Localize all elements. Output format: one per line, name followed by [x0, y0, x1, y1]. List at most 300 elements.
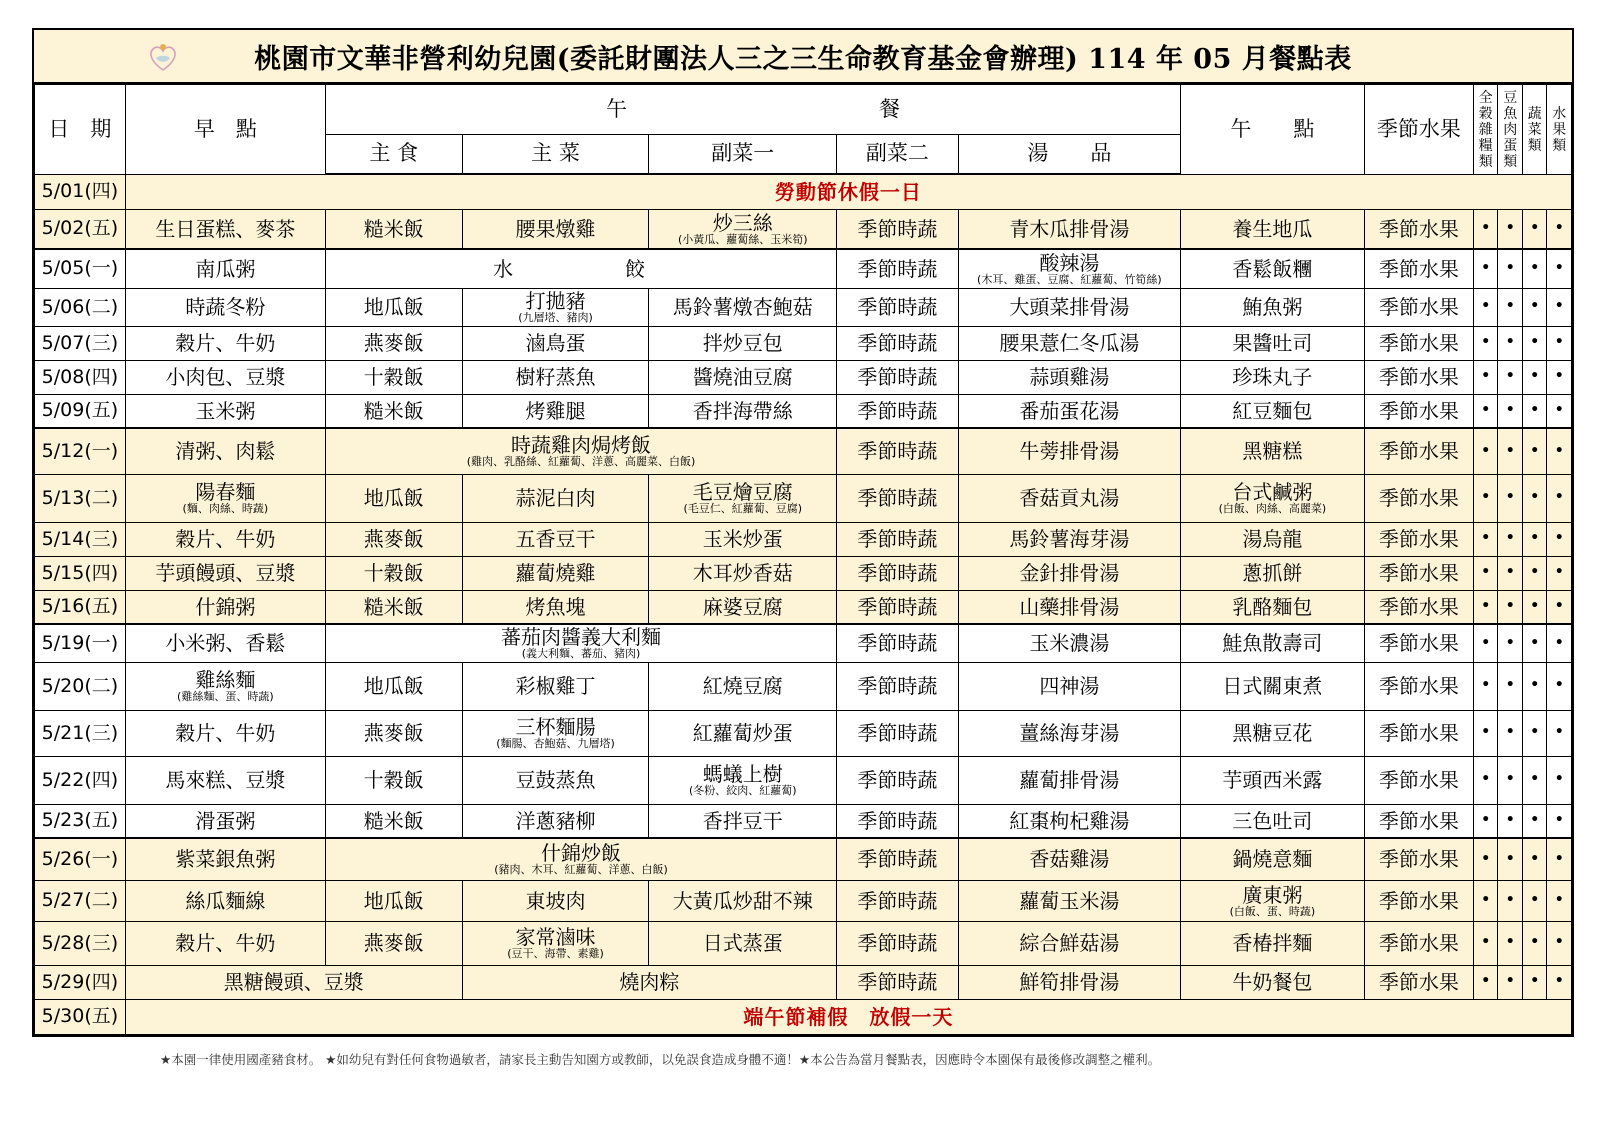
snack-cell — [1181, 209, 1365, 249]
main-dish-cell — [462, 662, 649, 710]
date-cell-text: 5/26(一) — [41, 847, 119, 870]
breakfast-cell — [125, 474, 325, 522]
snack-cell — [1181, 880, 1365, 921]
date-cell-text: 5/15(四) — [41, 561, 119, 584]
category-dot-protein: • — [1498, 326, 1522, 360]
category-dot-protein: • — [1498, 921, 1522, 965]
category-dot-grains: • — [1473, 624, 1497, 662]
snack-cell — [1181, 662, 1365, 710]
side-dish-1-cell — [649, 921, 837, 965]
date-cell — [35, 999, 126, 1034]
main-dish-cell-text: 三杯麵腸 — [515, 715, 596, 739]
holiday-notice-text: 勞動節休假一日 — [774, 179, 922, 204]
table-row — [35, 556, 1572, 590]
date-cell-text: 5/02(五) — [41, 217, 119, 240]
main-dish-cell — [462, 804, 649, 838]
category-dot-protein: • — [1498, 360, 1522, 394]
staple-cell — [325, 522, 462, 556]
date-cell-text: 5/14(三) — [41, 527, 119, 550]
soup-cell-text: 番茄蛋花湯 — [1019, 398, 1120, 423]
soup-cell-text: 馬鈴薯海芽湯 — [1009, 527, 1130, 551]
header-category-protein: 豆魚肉蛋類 — [1498, 85, 1522, 175]
date-cell-text: 5/20(二) — [41, 674, 119, 697]
fruit-cell-text: 季節水果 — [1378, 256, 1459, 281]
combined-lunch-cell-text: 燒肉粽 — [619, 970, 680, 994]
main-dish-cell-text: 樹籽蒸魚 — [515, 365, 596, 389]
fruit-cell-text: 季節水果 — [1378, 888, 1459, 913]
category-dot-vegetable: • — [1522, 756, 1546, 804]
side-dish-2-cell-text: 季節時蔬 — [857, 365, 938, 389]
category-dot-protein: • — [1498, 522, 1522, 556]
date-cell — [35, 756, 126, 804]
snack-cell-text: 果醬吐司 — [1232, 331, 1313, 355]
combined-lunch-cell-ingredients: (豬肉、木耳、紅蘿蔔、洋蔥、白飯) — [494, 863, 668, 877]
date-cell — [35, 556, 126, 590]
category-dot-vegetable: • — [1522, 394, 1546, 428]
table-row — [35, 428, 1572, 474]
table-row — [35, 710, 1572, 756]
side-dish-2-cell-text: 季節時蔬 — [857, 768, 938, 792]
staple-cell — [325, 288, 462, 326]
category-dot-vegetable: • — [1522, 590, 1546, 624]
side-dish-2-cell — [837, 249, 958, 288]
staple-cell — [325, 921, 462, 965]
header-lunch: 午 餐 — [325, 85, 1180, 135]
side-dish-2-cell — [837, 522, 958, 556]
header-staple: 主 食 — [325, 135, 462, 175]
staple-cell-text: 燕麥飯 — [363, 931, 424, 955]
table-row — [35, 880, 1572, 921]
category-dot-fruit: • — [1547, 838, 1572, 880]
date-cell-text: 5/30(五) — [41, 1005, 119, 1028]
snack-cell-text: 香椿拌麵 — [1232, 931, 1313, 955]
soup-cell-text: 青木瓜排骨湯 — [1009, 216, 1130, 241]
table-row — [35, 756, 1572, 804]
category-dot-grains: • — [1473, 209, 1497, 249]
side-dish-1-cell — [649, 474, 837, 522]
category-dot-vegetable: • — [1522, 965, 1546, 999]
fruit-cell — [1364, 838, 1473, 880]
side-dish-2-cell — [837, 326, 958, 360]
breakfast-cell-text: 小肉包、豆漿 — [165, 365, 286, 389]
date-cell — [35, 288, 126, 326]
snack-cell-text: 芋頭西米露 — [1222, 768, 1323, 792]
staple-cell-text: 燕麥飯 — [363, 721, 424, 745]
soup-cell-text: 四神湯 — [1039, 674, 1100, 698]
title-bar — [34, 30, 1572, 84]
snack-cell-text: 鮭魚散壽司 — [1222, 631, 1323, 656]
category-dot-protein: • — [1498, 838, 1522, 880]
side-dish-2-cell — [837, 710, 958, 756]
breakfast-cell-text: 穀片、牛奶 — [175, 331, 276, 355]
side-dish-1-cell-text: 木耳炒香菇 — [692, 561, 793, 585]
side-dish-2-cell-text: 季節時蔬 — [857, 527, 938, 551]
breakfast-cell — [125, 921, 325, 965]
snack-cell-text: 湯烏龍 — [1242, 527, 1303, 551]
date-cell-text: 5/06(二) — [41, 295, 119, 318]
staple-cell-text: 燕麥飯 — [363, 527, 424, 551]
main-dish-cell-text: 豆鼓蒸魚 — [515, 768, 596, 792]
fruit-cell — [1364, 474, 1473, 522]
category-dot-grains: • — [1473, 522, 1497, 556]
snack-cell — [1181, 394, 1365, 428]
breakfast-cell-text: 小米粥、香鬆 — [165, 631, 286, 656]
main-dish-cell-text: 腰果燉雞 — [515, 216, 596, 241]
main-dish-cell — [462, 209, 649, 249]
snack-cell — [1181, 804, 1365, 838]
breakfast-cell — [125, 326, 325, 360]
side-dish-1-cell-text: 玉米炒蛋 — [702, 527, 783, 551]
side-dish-1-cell-text: 炒三絲 — [712, 210, 773, 235]
date-cell — [35, 710, 126, 756]
side-dish-1-cell-text: 拌炒豆包 — [702, 331, 783, 355]
side-dish-2-cell-text: 季節時蔬 — [857, 931, 938, 955]
category-dot-vegetable: • — [1522, 624, 1546, 662]
main-dish-cell-text: 家常滷味 — [515, 925, 596, 949]
date-cell-text: 5/09(五) — [41, 399, 119, 422]
snack-cell-text: 黑糖糕 — [1242, 439, 1303, 464]
snack-cell — [1181, 710, 1365, 756]
holiday-notice — [125, 174, 1571, 209]
snack-cell — [1181, 624, 1365, 662]
fruit-cell — [1364, 965, 1473, 999]
combined-lunch-cell — [325, 428, 836, 474]
date-cell-text: 5/28(三) — [41, 931, 119, 954]
soup-cell-text: 山藥排骨湯 — [1019, 594, 1120, 619]
side-dish-1-cell — [649, 360, 837, 394]
date-cell-text: 5/16(五) — [41, 595, 119, 618]
category-dot-grains: • — [1473, 965, 1497, 999]
table-row — [35, 624, 1572, 662]
side-dish-1-cell-text: 毛豆燴豆腐 — [692, 480, 793, 504]
side-dish-2-cell — [837, 804, 958, 838]
snack-cell-text: 鮪魚粥 — [1242, 295, 1303, 319]
side-dish-2-cell — [837, 360, 958, 394]
staple-cell-text: 糙米飯 — [363, 398, 424, 423]
main-dish-cell-text: 彩椒雞丁 — [515, 674, 596, 698]
staple-cell-text: 地瓜飯 — [363, 888, 424, 913]
soup-cell — [958, 756, 1180, 804]
soup-cell — [958, 965, 1180, 999]
side-dish-2-cell — [837, 965, 958, 999]
fruit-cell-text: 季節水果 — [1378, 398, 1459, 423]
staple-cell — [325, 590, 462, 624]
fruit-cell — [1364, 288, 1473, 326]
category-dot-fruit: • — [1547, 556, 1572, 590]
side-dish-1-cell-ingredients: (毛豆仁、紅蘿蔔、豆腐) — [683, 502, 803, 515]
combined-lunch-cell-text: 蕃茄肉醬義大利麵 — [501, 625, 661, 650]
date-cell-text: 5/19(一) — [41, 631, 119, 654]
main-dish-cell-text: 東坡肉 — [525, 888, 586, 913]
main-dish-cell — [462, 756, 649, 804]
side-dish-1-cell-text: 紅蘿蔔炒蛋 — [692, 721, 793, 745]
soup-cell-ingredients: (木耳、雞蛋、豆腐、紅蘿蔔、竹筍絲) — [977, 272, 1162, 286]
category-dot-protein: • — [1498, 428, 1522, 474]
snack-cell-text: 牛奶餐包 — [1232, 970, 1313, 994]
soup-cell — [958, 662, 1180, 710]
side-dish-1-cell-text: 日式蒸蛋 — [702, 931, 783, 955]
fruit-cell — [1364, 590, 1473, 624]
category-dot-grains: • — [1473, 394, 1497, 428]
side-dish-2-cell-text: 季節時蔬 — [857, 256, 938, 281]
category-dot-protein: • — [1498, 624, 1522, 662]
breakfast-cell — [125, 662, 325, 710]
snack-cell-text: 廣東粥 — [1242, 882, 1303, 907]
category-dot-fruit: • — [1547, 710, 1572, 756]
breakfast-cell-text: 滑蛋粥 — [195, 808, 256, 833]
snack-cell — [1181, 556, 1365, 590]
header-main-dish: 主 菜 — [462, 135, 649, 175]
side-dish-1-cell — [649, 522, 837, 556]
breakfast-cell-text: 清粥、肉鬆 — [175, 439, 276, 464]
main-dish-cell — [462, 360, 649, 394]
side-dish-2-cell — [837, 624, 958, 662]
category-dot-vegetable: • — [1522, 249, 1546, 288]
soup-cell-text: 牛蒡排骨湯 — [1019, 439, 1120, 464]
date-cell — [35, 590, 126, 624]
soup-cell-text: 香菇貢丸湯 — [1019, 486, 1120, 510]
fruit-cell-text: 季節水果 — [1378, 631, 1459, 656]
date-cell — [35, 394, 126, 428]
header-snack: 午 點 — [1181, 85, 1365, 175]
category-dot-vegetable: • — [1522, 880, 1546, 921]
main-dish-cell-text: 烤魚塊 — [525, 594, 586, 619]
side-dish-2-cell — [837, 662, 958, 710]
category-dot-protein: • — [1498, 710, 1522, 756]
main-dish-cell — [462, 590, 649, 624]
breakfast-cell — [125, 288, 325, 326]
fruit-cell — [1364, 556, 1473, 590]
side-dish-2-cell-text: 季節時蔬 — [857, 295, 938, 319]
category-dot-fruit: • — [1547, 756, 1572, 804]
soup-cell — [958, 921, 1180, 965]
date-cell-text: 5/22(四) — [41, 768, 119, 791]
soup-cell-text: 腰果薏仁冬瓜湯 — [999, 331, 1140, 355]
snack-cell — [1181, 590, 1365, 624]
combined-lunch-cell-ingredients: (雞肉、乳酪絲、紅蘿蔔、洋蔥、高麗菜、白飯) — [466, 455, 696, 469]
header-breakfast: 早 點 — [125, 85, 325, 175]
category-dot-grains: • — [1473, 428, 1497, 474]
main-dish-cell-text: 蘿蔔燒雞 — [515, 561, 596, 585]
fruit-cell-text: 季節水果 — [1378, 931, 1459, 955]
fruit-cell-text: 季節水果 — [1378, 527, 1459, 551]
table-row — [35, 999, 1572, 1034]
side-dish-1-cell-text: 醬燒油豆腐 — [692, 365, 793, 389]
date-cell — [35, 326, 126, 360]
soup-cell — [958, 428, 1180, 474]
side-dish-2-cell-text: 季節時蔬 — [857, 398, 938, 423]
category-dot-protein: • — [1498, 249, 1522, 288]
fruit-cell — [1364, 209, 1473, 249]
main-dish-cell — [462, 288, 649, 326]
side-dish-1-cell-ingredients: (小黃瓜、蘿蔔絲、玉米筍) — [677, 232, 808, 246]
breakfast-cell-text: 穀片、牛奶 — [175, 721, 276, 745]
snack-cell-text: 鍋燒意麵 — [1232, 847, 1313, 872]
category-dot-grains: • — [1473, 249, 1497, 288]
header-category-fruit: 水果類 — [1547, 85, 1572, 175]
category-dot-vegetable: • — [1522, 710, 1546, 756]
breakfast-cell-text: 玉米粥 — [195, 398, 256, 423]
snack-cell-text: 台式鹹粥 — [1232, 480, 1313, 504]
header-category-grains: 全穀雜糧類 — [1473, 85, 1497, 175]
soup-cell — [958, 522, 1180, 556]
fruit-cell — [1364, 756, 1473, 804]
snack-cell-text: 蔥抓餅 — [1242, 561, 1303, 585]
soup-cell-text: 薑絲海芽湯 — [1019, 721, 1120, 745]
header-soup: 湯 品 — [958, 135, 1180, 175]
breakfast-cell-text: 雞絲麵 — [195, 668, 256, 692]
side-dish-1-cell-text: 香拌豆干 — [702, 808, 783, 833]
category-dot-protein: • — [1498, 965, 1522, 999]
side-dish-2-cell-text: 季節時蔬 — [857, 439, 938, 464]
category-dot-protein: • — [1498, 556, 1522, 590]
header-date: 日 期 — [35, 85, 126, 175]
side-dish-2-cell — [837, 921, 958, 965]
fruit-cell-text: 季節水果 — [1378, 216, 1459, 241]
date-cell-text: 5/08(四) — [41, 365, 119, 388]
category-dot-fruit: • — [1547, 249, 1572, 288]
side-dish-1-cell — [649, 288, 837, 326]
breakfast-cell-text: 時蔬冬粉 — [185, 295, 266, 319]
main-dish-cell — [462, 394, 649, 428]
snack-cell — [1181, 326, 1365, 360]
side-dish-2-cell — [837, 590, 958, 624]
snack-cell — [1181, 921, 1365, 965]
side-dish-1-cell-text: 螞蟻上樹 — [702, 762, 783, 786]
side-dish-2-cell — [837, 880, 958, 921]
staple-cell-text: 糙米飯 — [363, 216, 424, 241]
snack-cell — [1181, 428, 1365, 474]
category-dot-protein: • — [1498, 756, 1522, 804]
side-dish-2-cell-text: 季節時蔬 — [857, 561, 938, 585]
combined-lunch-cell — [462, 965, 837, 999]
date-cell-text: 5/05(一) — [41, 257, 119, 280]
fruit-cell — [1364, 624, 1473, 662]
soup-cell — [958, 804, 1180, 838]
soup-cell-text: 鮮筍排骨湯 — [1019, 970, 1120, 994]
combined-lunch-cell-ingredients: (義大利麵、蕃茄、豬肉) — [521, 647, 641, 661]
breakfast-cell-text: 黑糖饅頭、豆漿 — [223, 970, 364, 994]
breakfast-cell — [125, 249, 325, 288]
side-dish-1-cell-text: 香拌海帶絲 — [692, 398, 793, 423]
category-dot-grains: • — [1473, 556, 1497, 590]
fruit-cell-text: 季節水果 — [1378, 561, 1459, 585]
table-row — [35, 522, 1572, 556]
fruit-cell — [1364, 804, 1473, 838]
staple-cell — [325, 474, 462, 522]
date-cell — [35, 921, 126, 965]
soup-cell — [958, 624, 1180, 662]
staple-cell — [325, 360, 462, 394]
breakfast-cell — [125, 556, 325, 590]
category-dot-grains: • — [1473, 474, 1497, 522]
category-dot-fruit: • — [1547, 288, 1572, 326]
side-dish-2-cell — [837, 394, 958, 428]
table-row — [35, 249, 1572, 288]
breakfast-cell-text: 馬來糕、豆漿 — [165, 768, 286, 792]
main-dish-cell-text: 烤雞腿 — [525, 398, 586, 423]
snack-cell-text: 日式關東煮 — [1222, 674, 1323, 698]
main-dish-cell-ingredients: (豆干、海帶、素雞) — [507, 947, 604, 960]
snack-cell-text: 三色吐司 — [1232, 808, 1313, 833]
category-dot-grains: • — [1473, 756, 1497, 804]
soup-cell — [958, 360, 1180, 394]
table-row — [35, 838, 1572, 880]
soup-cell-text: 綜合鮮菇湯 — [1019, 931, 1120, 955]
soup-cell-text: 香菇雞湯 — [1029, 847, 1110, 872]
fruit-cell-text: 季節水果 — [1378, 970, 1459, 994]
fruit-cell — [1364, 326, 1473, 360]
category-dot-fruit: • — [1547, 326, 1572, 360]
side-dish-1-cell — [649, 710, 837, 756]
main-dish-cell-text: 打拋豬 — [525, 289, 586, 313]
staple-cell — [325, 556, 462, 590]
soup-cell — [958, 326, 1180, 360]
breakfast-cell-text: 陽春麵 — [195, 480, 256, 504]
main-dish-cell — [462, 326, 649, 360]
breakfast-cell — [125, 804, 325, 838]
breakfast-cell-text: 芋頭饅頭、豆漿 — [155, 561, 296, 585]
snack-cell-text: 香鬆飯糰 — [1232, 256, 1313, 281]
main-dish-cell-text: 五香豆干 — [515, 527, 596, 551]
table-row — [35, 804, 1572, 838]
category-dot-fruit: • — [1547, 209, 1572, 249]
snack-cell — [1181, 838, 1365, 880]
soup-cell-text: 紅棗枸杞雞湯 — [1009, 808, 1130, 833]
side-dish-2-cell — [837, 838, 958, 880]
staple-cell — [325, 710, 462, 756]
side-dish-1-cell — [649, 394, 837, 428]
snack-cell — [1181, 288, 1365, 326]
combined-lunch-cell — [325, 249, 836, 288]
side-dish-1-cell — [649, 880, 837, 921]
staple-cell — [325, 662, 462, 710]
category-dot-vegetable: • — [1522, 522, 1546, 556]
staple-cell — [325, 209, 462, 249]
breakfast-cell-text: 生日蛋糕、麥茶 — [155, 216, 296, 241]
side-dish-1-cell — [649, 590, 837, 624]
holiday-notice-text: 端午節補假 放假一天 — [743, 1004, 954, 1029]
category-dot-protein: • — [1498, 209, 1522, 249]
date-cell — [35, 209, 126, 249]
date-cell — [35, 522, 126, 556]
meal-table — [34, 84, 1572, 1035]
breakfast-cell-text: 穀片、牛奶 — [175, 931, 276, 955]
side-dish-2-cell — [837, 756, 958, 804]
breakfast-cell — [125, 756, 325, 804]
category-dot-fruit: • — [1547, 522, 1572, 556]
snack-cell-text: 紅豆麵包 — [1232, 398, 1313, 423]
main-dish-cell-text: 滷鳥蛋 — [525, 331, 586, 355]
side-dish-2-cell-text: 季節時蔬 — [857, 631, 938, 656]
side-dish-2-cell-text: 季節時蔬 — [857, 674, 938, 698]
main-dish-cell — [462, 921, 649, 965]
soup-cell-text: 大頭菜排骨湯 — [1009, 295, 1130, 319]
category-dot-grains: • — [1473, 710, 1497, 756]
page-title: 桃園市文華非營利幼兒園(委託財團法人三之三生命教育基金會辦理) 114 年 05 月餐點表 — [254, 43, 1352, 75]
table-row — [35, 360, 1572, 394]
category-dot-protein: • — [1498, 880, 1522, 921]
category-dot-grains: • — [1473, 880, 1497, 921]
table-row — [35, 590, 1572, 624]
soup-cell — [958, 838, 1180, 880]
breakfast-cell-ingredients: (雞絲麵、蛋、時蔬) — [177, 690, 274, 703]
category-dot-grains: • — [1473, 804, 1497, 838]
breakfast-cell-text: 南瓜粥 — [195, 256, 256, 281]
soup-cell-text: 蘿蔔排骨湯 — [1019, 768, 1120, 792]
category-dot-fruit: • — [1547, 360, 1572, 394]
breakfast-cell — [125, 710, 325, 756]
